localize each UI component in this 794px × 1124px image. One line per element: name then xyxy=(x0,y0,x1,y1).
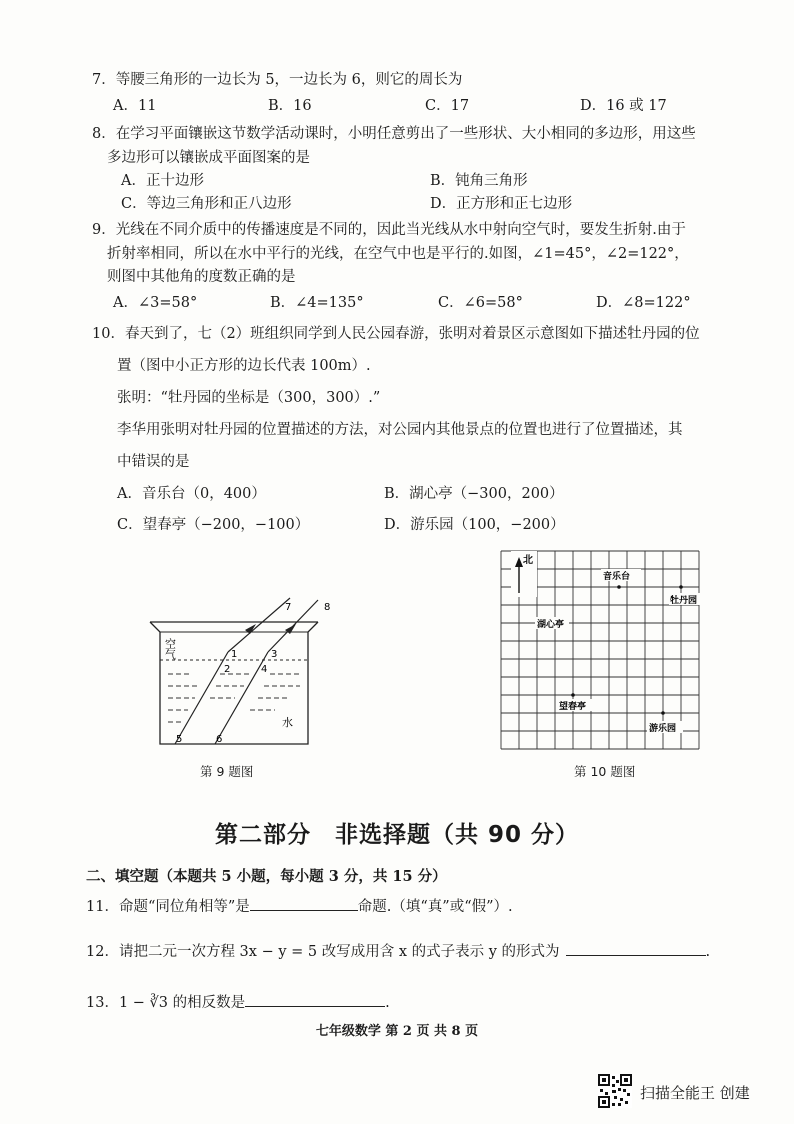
q13-text-after: . xyxy=(385,995,390,1011)
q10-option-a: A．音乐台（0，400） xyxy=(117,486,266,502)
q7-option-c: C．17 xyxy=(425,98,470,114)
figure-10-park-map xyxy=(497,547,705,752)
fig10-place-lake-pavilion: 湖心亭 xyxy=(537,620,565,630)
q13 xyxy=(86,992,390,1013)
part2-title: 第二部分 非选择题（共 90 分） xyxy=(214,822,580,848)
q11-text-after: 命题.（填“真”或“假”）. xyxy=(357,899,513,915)
q7-option-b: B．16 xyxy=(268,98,312,114)
q11-answer-blank xyxy=(250,896,358,911)
scanner-watermark: 扫描全能王 创建 xyxy=(640,1084,750,1102)
q9-option-c: C．∠6=58° xyxy=(438,295,523,311)
q9-option-d: D．∠8=122° xyxy=(596,295,691,311)
fig10-place-amusement-park: 游乐园 xyxy=(649,724,677,734)
q8-option-c: C．等边三角形和正八边形 xyxy=(121,196,292,212)
q9-stem-line3: 则图中其他角的度数正确的是 xyxy=(107,269,296,285)
q13-text-before: 13．1 − ∛3 的相反数是 xyxy=(86,995,246,1011)
q12-answer-blank xyxy=(566,941,706,956)
q8-option-a: A．正十边形 xyxy=(121,173,204,189)
q13-answer-blank xyxy=(245,992,385,1007)
fig9-label-water: 水 xyxy=(282,716,293,729)
q7-stem: 7．等腰三角形的一边长为 5，一边长为 6，则它的周长为 xyxy=(92,72,463,88)
q10-stem-line4: 李华用张明对牡丹园的位置描述的方法，对公园内其他景点的位置也进行了位置描述，其 xyxy=(117,422,683,438)
q8-option-d: D．正方形和正七边形 xyxy=(430,196,573,212)
q9-option-b: B．∠4=135° xyxy=(270,295,364,311)
q8-stem-line2: 多边形可以镶嵌成平面图案的是 xyxy=(107,150,310,166)
fig9-angle-6: 6 xyxy=(216,734,223,745)
fig9-angle-5: 5 xyxy=(176,734,183,745)
qr-code-icon xyxy=(598,1074,632,1108)
q12-text-before: 12．请把二元一次方程 3x − y = 5 改写成用含 x 的式子表示 y 的形式为 xyxy=(86,944,560,960)
q7-option-a: A．11 xyxy=(113,98,157,114)
fig9-angle-7: 7 xyxy=(285,602,292,613)
figure-9-caption: 第 9 题图 xyxy=(200,764,254,779)
fig9-angle-2: 2 xyxy=(224,664,231,675)
figure-10-caption: 第 10 题图 xyxy=(574,764,636,779)
q12-text-after: . xyxy=(705,944,711,960)
q12 xyxy=(86,941,710,962)
q11 xyxy=(86,896,513,917)
fig10-north-label: 北 xyxy=(523,555,533,566)
q8-option-b: B．钝角三角形 xyxy=(430,173,528,189)
q8-stem-line1: 8．在学习平面镶嵌这节数学活动课时，小明任意剪出了一些形状、大小相同的多边形，用这些 xyxy=(92,126,696,142)
q10-option-b: B．湖心亭（−300，200） xyxy=(384,486,564,502)
figure-9-refraction-diagram xyxy=(140,594,340,746)
fig9-angle-1: 1 xyxy=(231,649,238,660)
q9-option-a: A．∠3=58° xyxy=(113,295,198,311)
fig10-place-peony-garden: 牡丹园 xyxy=(670,596,698,606)
page-footer: 七年级数学 第 2 页 共 8 页 xyxy=(315,1024,479,1039)
q9-stem-line1: 9．光线在不同介质中的传播速度是不同的，因此当光线从水中射向空气时，要发生折射.由于 xyxy=(92,222,686,238)
fig9-angle-4: 4 xyxy=(261,664,268,675)
fig9-angle-3: 3 xyxy=(271,649,278,660)
q10-option-d: D．游乐园（100，−200） xyxy=(384,517,565,533)
fig10-place-music-stage: 音乐台 xyxy=(603,572,631,582)
q10-option-c: C．望春亭（−200，−100） xyxy=(117,517,310,533)
q11-text-before: 11．命题“同位角相等”是 xyxy=(86,899,250,915)
section-fill-blank-heading: 二、填空题（本题共 5 小题，每小题 3 分，共 15 分） xyxy=(86,868,447,885)
q9-stem-line2: 折射率相同，所以在水中平行的光线，在空气中也是平行的.如图，∠1=45°，∠2=122°， xyxy=(107,246,689,262)
q10-stem-line1: 10．春天到了，七（2）班组织同学到人民公园春游，张明对着景区示意图如下描述牡丹园的位 xyxy=(92,326,700,342)
q10-stem-line3: 张明：“牡丹园的坐标是（300，300）.” xyxy=(117,390,381,406)
fig9-label-air: 空气 xyxy=(163,638,177,660)
fig10-place-spring-pavilion: 望春亭 xyxy=(559,702,587,712)
q10-stem-line5: 中错误的是 xyxy=(117,454,190,470)
q7-option-d: D．16 或 17 xyxy=(580,98,667,114)
q10-stem-line2: 置（图中小正方形的边长代表 100m）. xyxy=(117,358,371,374)
fig9-angle-8: 8 xyxy=(324,602,331,613)
